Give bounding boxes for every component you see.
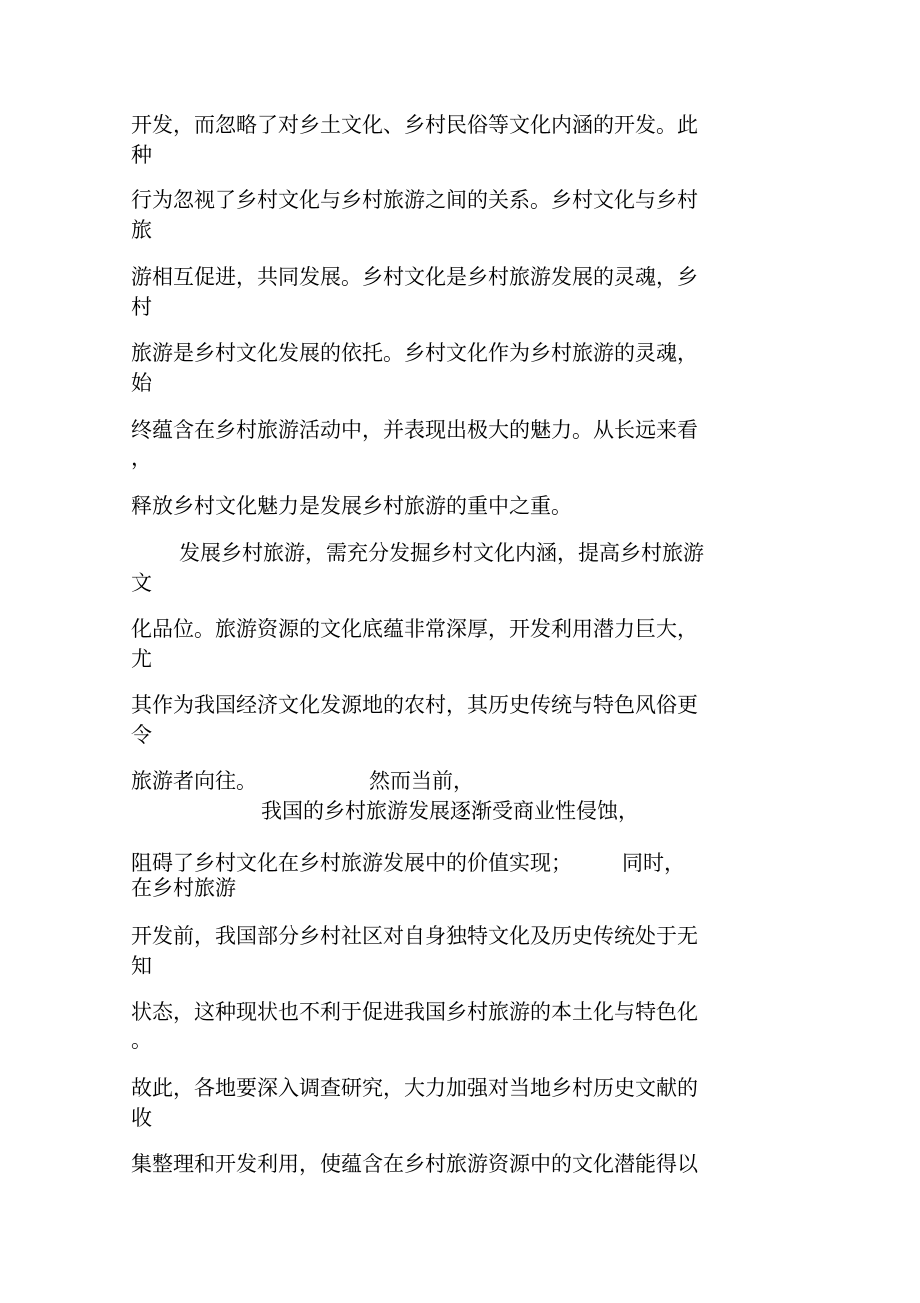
text-line: 尤 — [131, 647, 152, 671]
text-line: 始 — [131, 371, 152, 395]
paragraph-indent-line: 发展乡村旅游，需充分发掘乡村文化内涵，提高乡村旅游 — [179, 541, 704, 565]
text-fragment: 同时， — [622, 851, 685, 875]
text-line: 村 — [131, 295, 152, 319]
text-line: 化品位。旅游资源的文化底蕴非常深厚，开发利用潜力巨大， — [131, 617, 698, 641]
text-line: 令 — [131, 723, 152, 747]
text-line: 开发，而忽略了对乡土文化、乡村民俗等文化内涵的开发。此 — [131, 113, 698, 137]
text-fragment: 我国的乡村旅游发展逐渐受商业性侵蚀， — [261, 799, 639, 823]
text-line: 阻碍了乡村文化在乡村旅游发展中的价值实现； — [131, 851, 572, 875]
text-line: 。 — [131, 1028, 152, 1052]
text-line: 终蕴含在乡村旅游活动中，并表现出极大的魅力。从长远来看 — [131, 418, 698, 442]
text-line: 收 — [131, 1106, 152, 1130]
text-line: 释放乡村文化魅力是发展乡村旅游的重中之重。 — [131, 494, 572, 518]
text-line: 知 — [131, 954, 152, 978]
text-line: 在乡村旅游 — [131, 876, 236, 900]
text-line: ， — [131, 446, 152, 470]
text-line: 游相互促进，共同发展。乡村文化是乡村旅游发展的灵魂，乡 — [131, 265, 698, 289]
text-line: 旅 — [131, 218, 152, 242]
text-line: 集整理和开发利用，使蕴含在乡村旅游资源中的文化潜能得以 — [131, 1152, 698, 1176]
text-line: 开发前，我国部分乡村社区对自身独特文化及历史传统处于无 — [131, 924, 698, 948]
text-line: 文 — [131, 571, 152, 595]
text-line: 种 — [131, 143, 152, 167]
text-line: 旅游者向往。 — [131, 769, 257, 793]
text-line: 状态，这种现状也不利于促进我国乡村旅游的本土化与特色化 — [131, 1000, 698, 1024]
text-line: 其作为我国经济文化发源地的农村，其历史传统与特色风俗更 — [131, 693, 698, 717]
text-fragment: 然而当前， — [369, 769, 474, 793]
text-line: 故此，各地要深入调查研究，大力加强对当地乡村历史文献的 — [131, 1076, 698, 1100]
text-line: 行为忽视了乡村文化与乡村旅游之间的关系。乡村文化与乡村 — [131, 188, 698, 212]
text-line: 旅游是乡村文化发展的依托。乡村文化作为乡村旅游的灵魂， — [131, 341, 698, 365]
